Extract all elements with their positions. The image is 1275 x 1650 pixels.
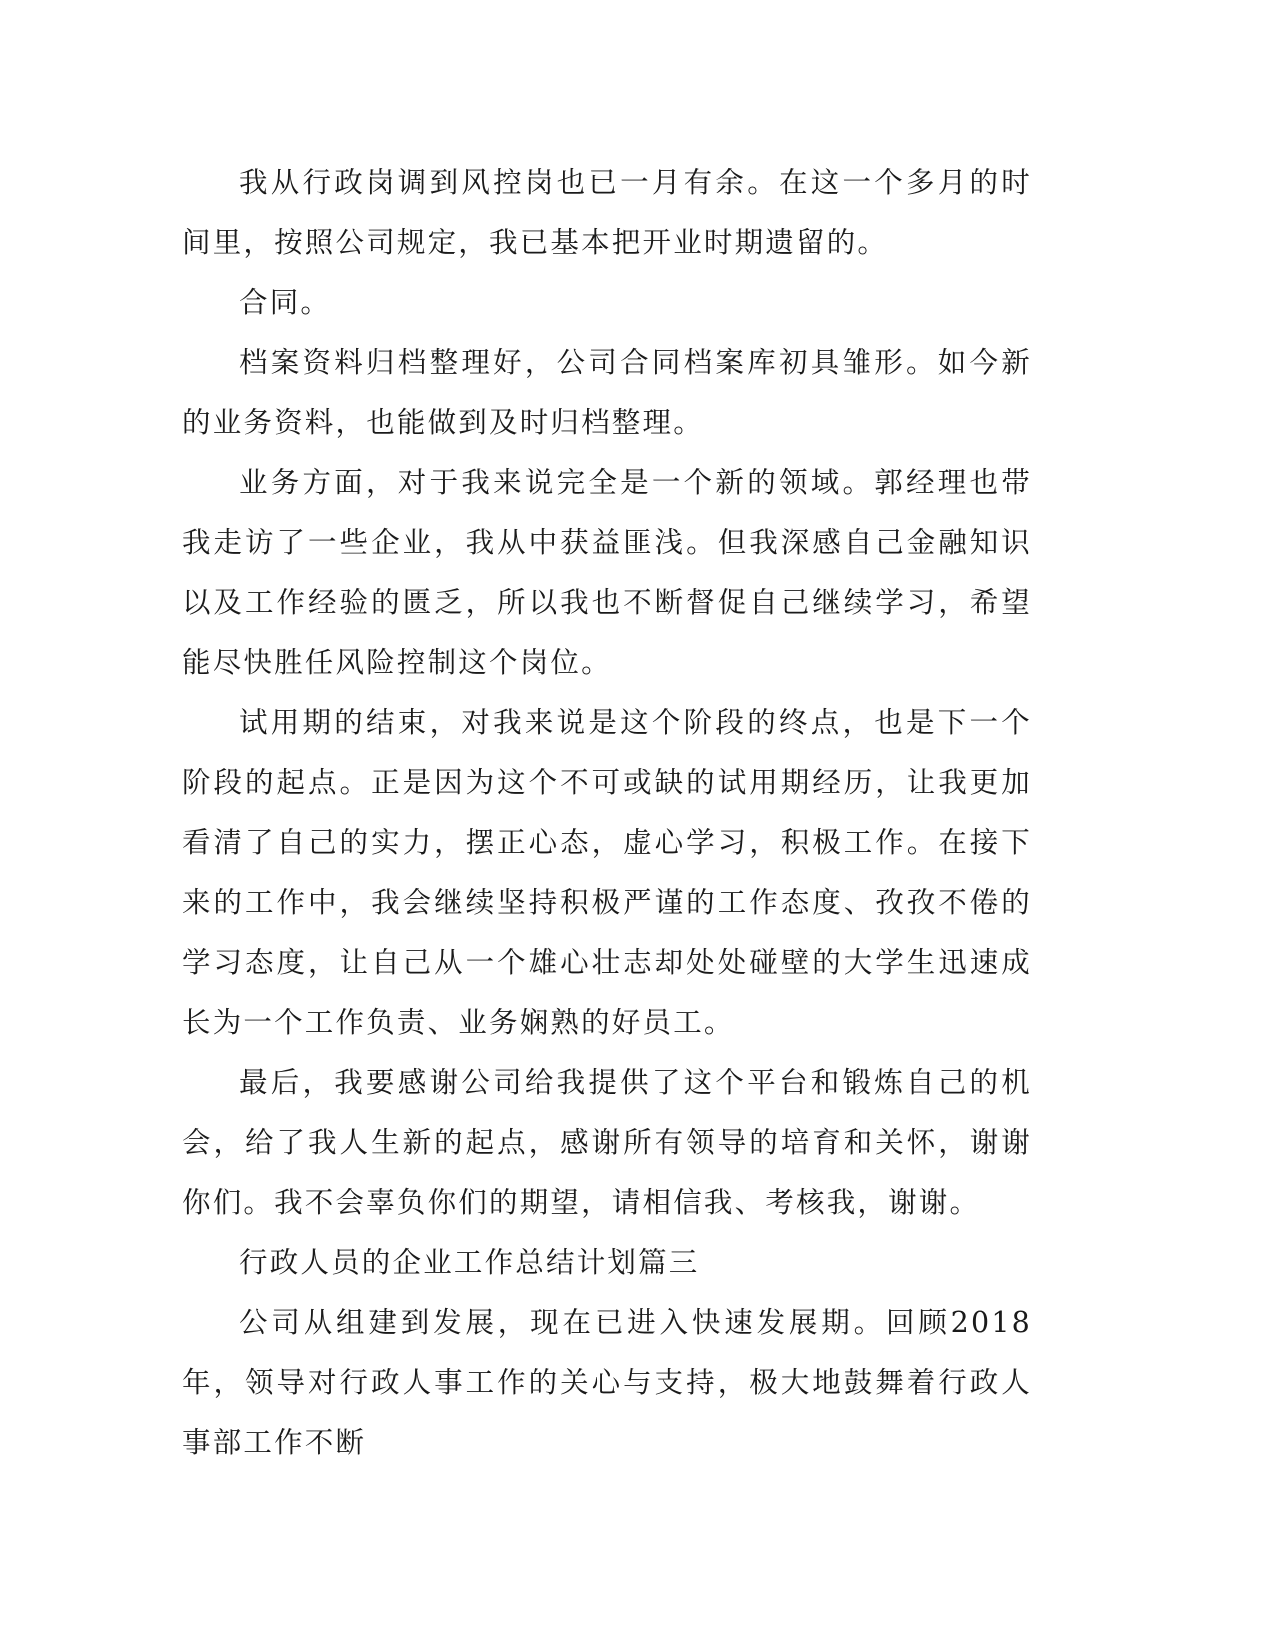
document-body <box>182 153 1032 1473</box>
paragraph-probation: 试用期的结束，对我来说是这个阶段的终点，也是下一个阶段的起点。正是因为这个不可或缺的试用期经历，让我更加看清了自己的实力，摆正心态，虚心学习，积极工作。在接下来的工作中，我会继续坚持积极严谨的工作态度、孜孜不倦的学习态度，让自己从一个雄心壮志却处处碰壁的大学生迅速成长为一个工作负责、业务娴熟的好员工。 <box>182 706 1032 1039</box>
paragraph-archive: 档案资料归档整理好，公司合同档案库初具雏形。如今新的业务资料，也能做到及时归档整理。 <box>182 346 1032 439</box>
section-heading: 行政人员的企业工作总结计划篇三 <box>239 1246 700 1279</box>
paragraph-transfer-intro: 我从行政岗调到风控岗也已一月有余。在这一个多月的时间里，按照公司规定，我已基本把开业时期遗留的。 <box>182 166 1032 259</box>
paragraph-contract: 合同。 <box>239 286 332 319</box>
paragraph-business: 业务方面，对于我来说完全是一个新的领域。郭经理也带我走访了一些企业，我从中获益匪浅。但我深感自己金融知识以及工作经验的匮乏，所以我也不断督促自己继续学习，希望能尽快胜任风险控制这个岗位。 <box>182 466 1032 679</box>
paragraph-thanks: 最后，我要感谢公司给我提供了这个平台和锻炼自己的机会，给了我人生新的起点，感谢所有领导的培育和关怀，谢谢你们。我不会辜负你们的期望，请相信我、考核我，谢谢。 <box>182 1066 1032 1219</box>
paragraph-company-development: 公司从组建到发展，现在已进入快速发展期。回顾2018年，领导对行政人事工作的关心与支持，极大地鼓舞着行政人事部工作不断 <box>182 1306 1032 1459</box>
